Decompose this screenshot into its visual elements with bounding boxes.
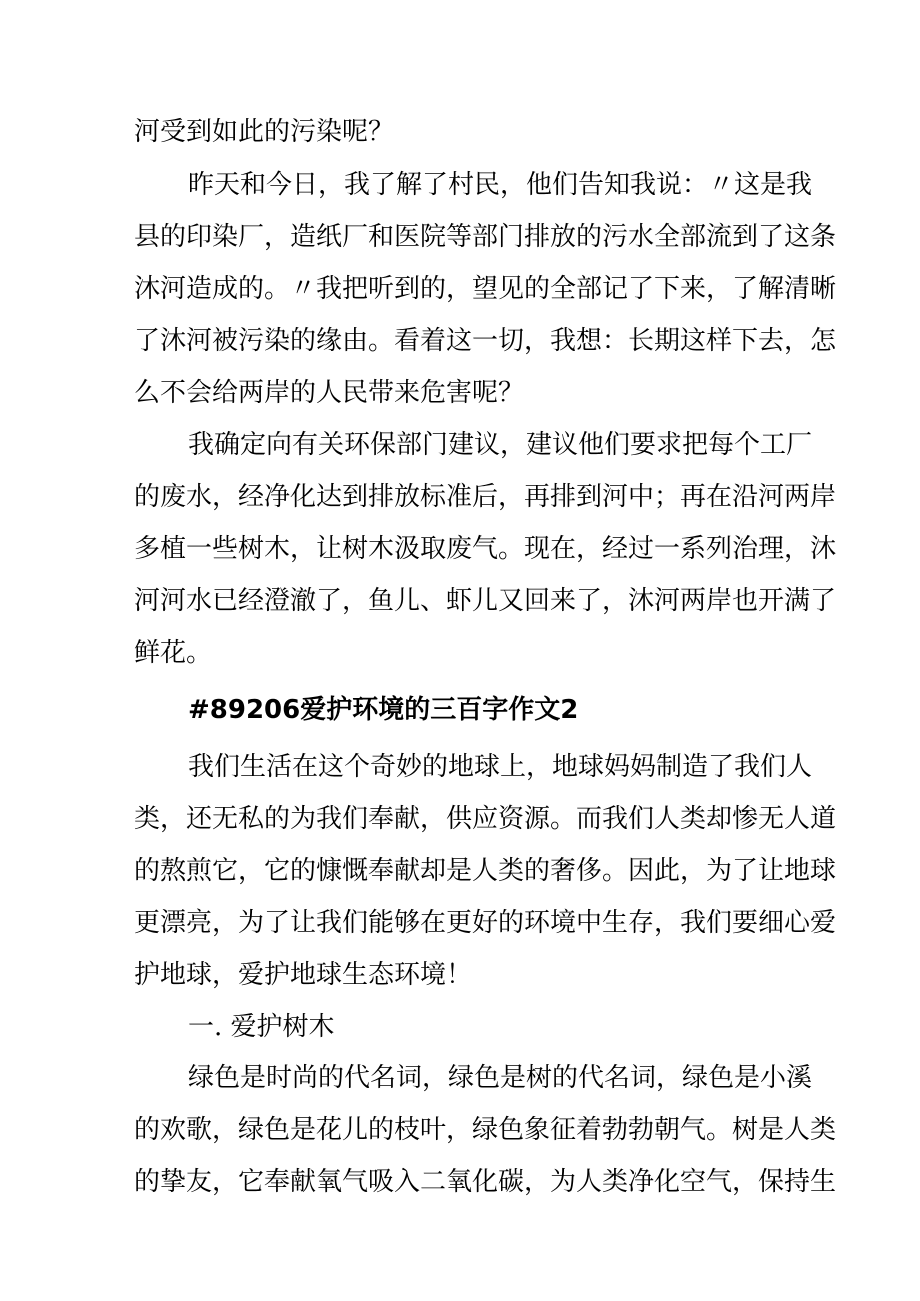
paragraph-line: 鲜花。	[134, 638, 213, 668]
paragraph-line: 的废水，经净化达到排放标准后，再排到河中；再在沿河两岸	[134, 482, 837, 512]
paragraph-line: 么不会给两岸的人民带来危害呢？	[134, 378, 525, 408]
paragraph-line: 的熬煎它，它的慷慨奉献却是人类的奢侈。因此，为了让地球	[134, 856, 837, 886]
paragraph-line: 昨天和今日，我了解了村民，他们告知我说：〃这是我	[188, 170, 813, 200]
paragraph-line: 的欢歌，绿色是花儿的枝叶，绿色象征着勃勃朝气。树是人类	[134, 1115, 837, 1145]
paragraph-line: 类，还无私的为我们奉献，供应资源。而我们人类却惨无人道	[134, 804, 837, 834]
paragraph-line: 了沐河被污染的缘由。看着这一切，我想：长期这样下去，怎	[134, 326, 837, 356]
paragraph-line: 多植一些树木，让树木汲取废气。现在，经过一系列治理，沐	[134, 534, 837, 564]
paragraph-line: 县的印染厂，造纸厂和医院等部门排放的污水全部流到了这条	[134, 222, 837, 252]
paragraph-line: 的挚友，它奉献氧气吸入二氧化碳，为人类净化空气，保持生	[134, 1167, 837, 1197]
paragraph-line: 沐河造成的。〃我把听到的，望见的全部记了下来，了解清晰	[134, 274, 837, 304]
section-heading: #89206爱护环境的三百字作文2	[188, 695, 579, 725]
paragraph-line: 河受到如此的污染呢？	[134, 117, 395, 147]
subsection-heading: 一. 爱护树木	[188, 1012, 335, 1042]
paragraph-line: 我确定向有关环保部门建议，建议他们要求把每个工厂	[188, 430, 813, 460]
paragraph-line: 我们生活在这个奇妙的地球上，地球妈妈制造了我们人	[188, 752, 813, 782]
paragraph-line: 绿色是时尚的代名词，绿色是树的代名词，绿色是小溪	[188, 1063, 813, 1093]
paragraph-line: 更漂亮，为了让我们能够在更好的环境中生存，我们要细心爱	[134, 908, 837, 938]
paragraph-line: 护地球，爱护地球生态环境！	[134, 960, 473, 990]
paragraph-line: 河河水已经澄澈了，鱼儿、虾儿又回来了，沐河两岸也开满了	[134, 586, 837, 616]
